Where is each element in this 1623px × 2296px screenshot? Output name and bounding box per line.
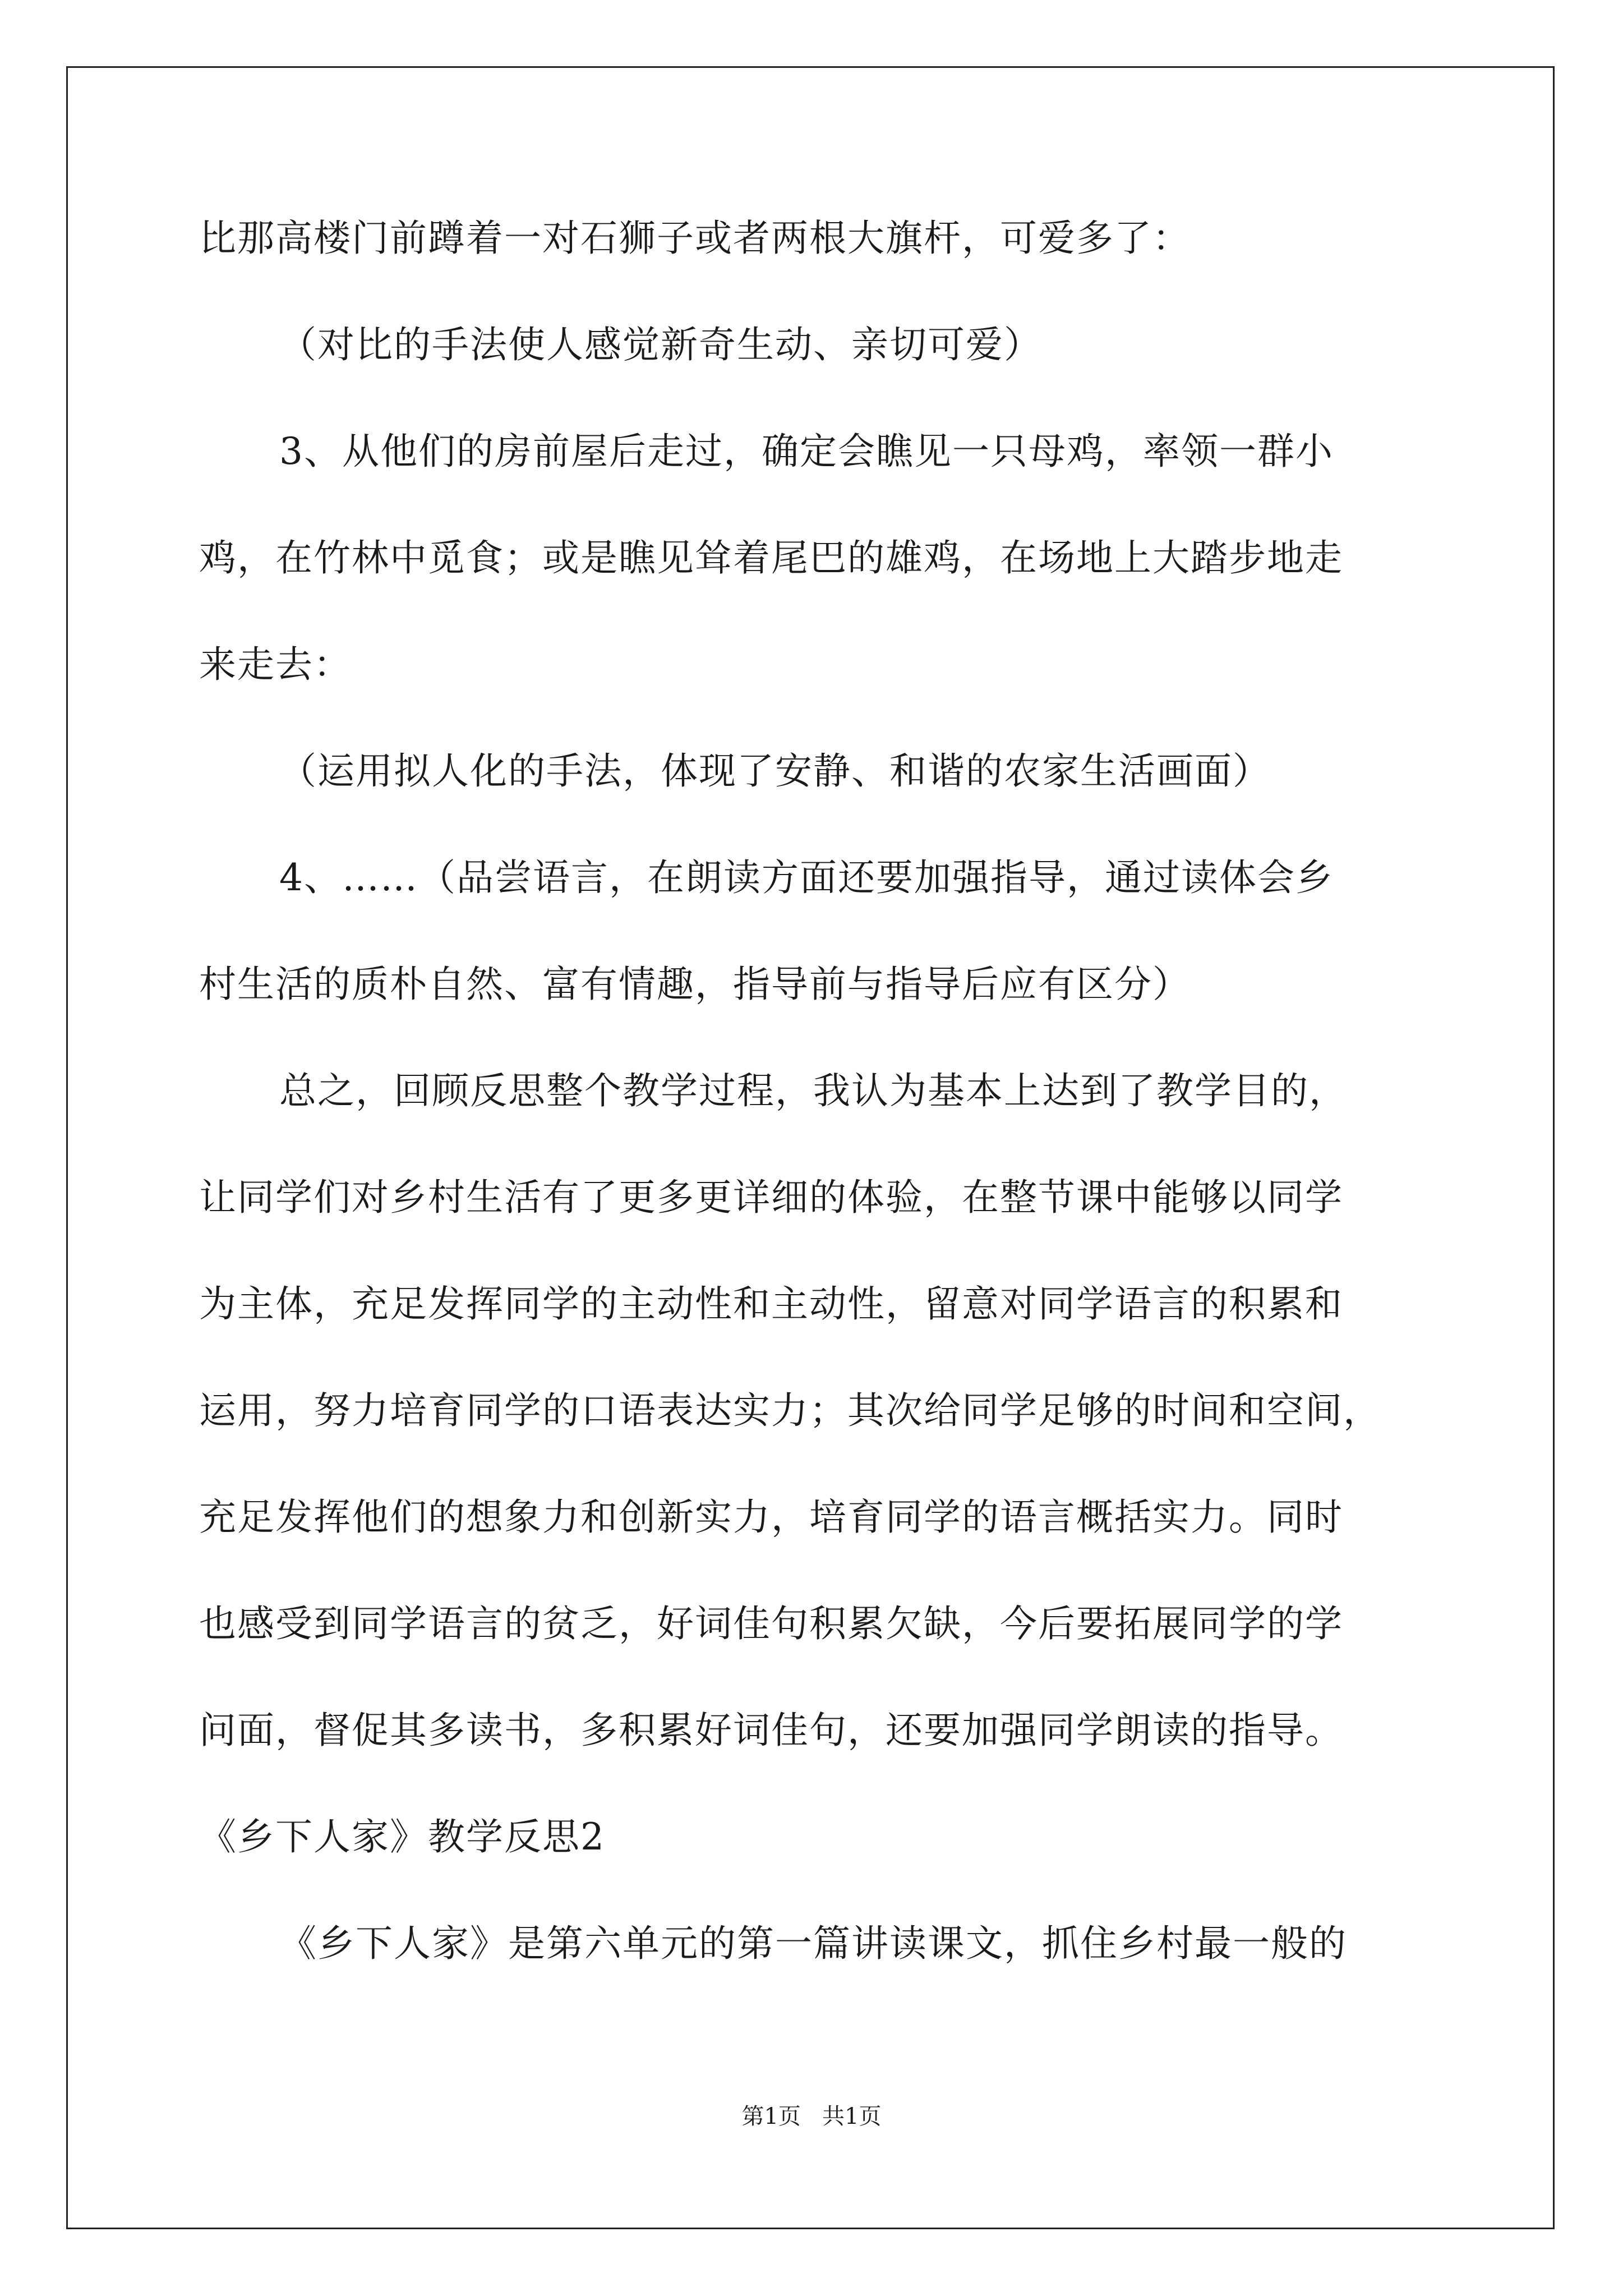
paragraph-line: 比那高楼门前蹲着一对石狮子或者两根大旗杆，可爱多了： [199, 217, 1191, 260]
paragraph-line: （对比的手法使人感觉新奇生动、亲切可爱） [279, 323, 1042, 366]
paragraph-line: 充足发挥他们的想象力和创新实力，培育同学的语言概括实力。同时 [199, 1496, 1343, 1539]
paragraph-line: 4、……（品尝语言，在朗读方面还要加强指导，通过读体会乡 [279, 856, 1334, 899]
page-border [66, 66, 1555, 2229]
paragraph-line: 《乡下人家》是第六单元的第一篇讲读课文，抓住乡村最一般的 [279, 1922, 1347, 1965]
paragraph-line: 也感受到同学语言的贫乏，好词佳句积累欠缺，今后要拓展同学的学 [199, 1602, 1343, 1645]
paragraph-line: 来走去： [199, 643, 352, 686]
paragraph-line: 运用，努力培育同学的口语表达实力；其次给同学足够的时间和空间， [199, 1389, 1381, 1432]
paragraph-line: 让同学们对乡村生活有了更多更详细的体验，在整节课中能够以同学 [199, 1176, 1343, 1219]
paragraph-line: 3、从他们的房前屋后走过，确定会瞧见一只母鸡，率领一群小 [279, 430, 1334, 473]
paragraph-line: 村生活的质朴自然、富有情趣，指导前与指导后应有区分） [199, 963, 1191, 1006]
paragraph-line: 为主体，充足发挥同学的主动性和主动性，留意对同学语言的积累和 [199, 1282, 1343, 1326]
paragraph-line: 总之，回顾反思整个教学过程，我认为基本上达到了教学目的， [279, 1069, 1347, 1112]
section-heading: 《乡下人家》教学反思2 [199, 1815, 605, 1858]
paragraph-line: 问面，督促其多读书，多积累好词佳句，还要加强同学朗读的指导。 [199, 1709, 1343, 1752]
paragraph-line: （运用拟人化的手法，体现了安静、和谐的农家生活画面） [279, 749, 1271, 793]
page-footer: 第1页 共1页 [741, 2104, 882, 2129]
paragraph-line: 鸡，在竹林中觅食；或是瞧见耸着尾巴的雄鸡，在场地上大踏步地走 [199, 536, 1343, 579]
